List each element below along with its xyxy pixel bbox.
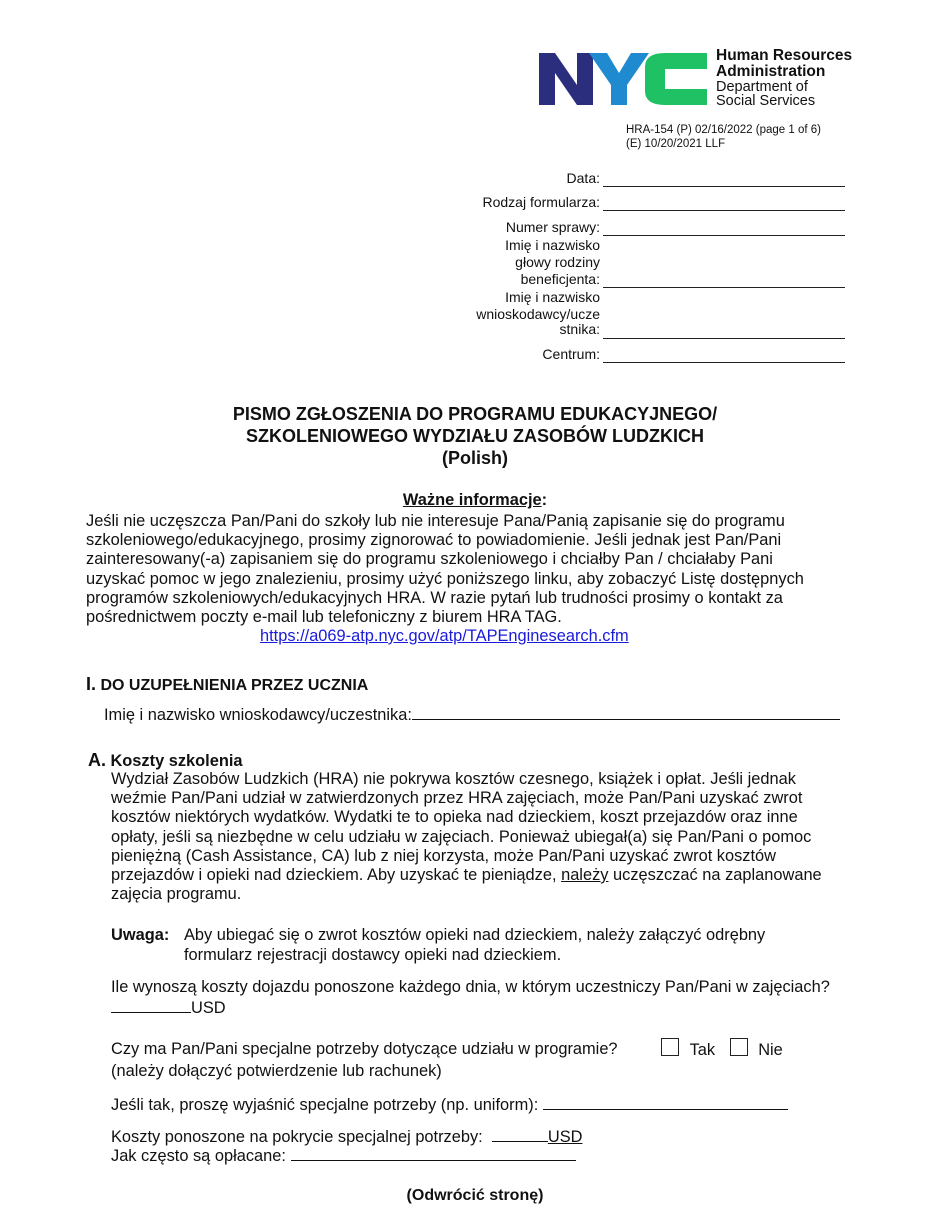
yes-checkbox[interactable] — [661, 1038, 679, 1056]
date-field[interactable] — [603, 186, 845, 187]
form-type-field[interactable] — [603, 210, 845, 211]
applicant-name-label-2: wnioskodawcy/ucze — [476, 306, 600, 322]
training-costs-text: Wydział Zasobów Ludzkich (HRA) nie pokrywa kosztów czesnego, książek i opłat. Jeśli jednak weźmie Pan/Pani udział w zatwierdzonych przez HRA zajęciach, może Pan/Pani uzyskać zwrot kosztów niektórych wydatków. Wydatki te to opieka nad dzieckiem, koszt przejazdów oraz inne opłaty, jeśli są niezbędne w celu udziału w zajęciach. Ponieważ ubiegał(a) się Pan/Pani o pomoc pieniężną (Cash Assistance, CA) lub z niej korzysta, może Pan/Pani uzyskać zwrot kosztów przejazdów i opieki nad dzieckiem. Aby uzyskać te pieniądze, należy uczęszczać na zaplanowane zajęcia programu. — [111, 770, 822, 904]
applicant-name-field[interactable] — [603, 338, 845, 339]
no-label: Nie — [758, 1041, 783, 1059]
commute-question: Ile wynoszą koszty dojazdu ponoszone każdego dnia, w którym uczestniczy Pan/Pani w zajęciach? — [111, 978, 830, 996]
note-text-line1: Aby ubiegać się o zwrot kosztów opieki nad dzieckiem, należy załączyć odrębny — [184, 926, 766, 944]
form-id-secondary: (E) 10/20/2021 LLF — [626, 138, 726, 150]
head-name-label-1: Imię i nazwisko — [505, 237, 600, 253]
head-name-label-3: beneficjenta: — [520, 271, 600, 287]
note-text-line2: formularz rejestracji dostawcy opieki nad dzieckiem. — [184, 946, 562, 964]
dept-name-line2: Social Services — [716, 93, 816, 109]
special-needs-question: Czy ma Pan/Pani specjalne potrzeby dotyczące udziału w programie? — [111, 1040, 618, 1058]
applicant-name-input[interactable] — [412, 705, 840, 720]
special-needs-note: (należy dołączyć potwierdzenie lub rachunek) — [111, 1062, 442, 1080]
dept-name-line1: Department of — [716, 79, 808, 95]
applicant-name-label-3: stnika: — [559, 321, 600, 337]
nyc-logo-mark — [537, 49, 709, 107]
applicant-name-label-1: Imię i nazwisko — [505, 289, 600, 305]
head-name-field[interactable] — [603, 287, 845, 288]
important-text: Jeśli nie uczęszcza Pan/Pani do szkoły lub nie interesuje Pana/Panią zapisanie się do programu szkoleniowego/edukacyjnego, prosimy zignorować to powiadomienie. Jeśli jednak jest Pan/Pani zainteresowany(-a) zapisaniem się do programu szkoleniowego i chciałby Pan / chciałaby Pani uzyskać pomoc w jego znalezieniu, prosimy użyć poniższego linku, aby zobaczyć Listę dostępnych programów szkoleniowych/edukacyjnych HRA. W razie pytań lub trudności prosimy o kontakt za pośrednictwem poczty e-mail lub telefoniczny z biurem HRA TAG. — [86, 512, 804, 627]
tap-search-link[interactable]: https://a069-atp.nyc.gov/atp/TAPEnginesearch.cfm — [260, 627, 629, 645]
commute-cost-row: USD — [111, 998, 226, 1018]
yes-label: Tak — [689, 1041, 716, 1059]
payment-frequency-row: Jak często są opłacane: — [111, 1146, 576, 1166]
nyc-logo — [537, 47, 867, 109]
form-type-label: Rodzaj formularza: — [482, 194, 600, 210]
center-field[interactable] — [603, 362, 845, 363]
commute-cost-input[interactable] — [111, 998, 191, 1013]
org-name-line1: Human Resources — [716, 47, 853, 64]
explain-row: Jeśli tak, proszę wyjaśnić specjalne potrzeby (np. uniform): — [111, 1095, 788, 1115]
center-label: Centrum: — [542, 346, 600, 362]
page-title-line1: PISMO ZGŁOSZENIA DO PROGRAMU EDUKACYJNEGO/ — [232, 404, 718, 424]
turn-page-note: (Odwrócić stronę) — [406, 1187, 544, 1204]
important-heading: Ważne informacje: — [402, 491, 548, 509]
special-cost-input[interactable] — [492, 1127, 548, 1142]
section-a-heading: A. Koszty szkolenia — [88, 750, 243, 770]
explain-input[interactable] — [543, 1095, 788, 1110]
section-i-heading: I. DO UZUPEŁNIENIA PRZEZ UCZNIA — [86, 674, 369, 694]
org-name-line2: Administration — [716, 63, 826, 80]
payment-frequency-input[interactable] — [291, 1146, 576, 1161]
head-name-label-2: głowy rodziny — [515, 254, 600, 270]
page-title-language: (Polish) — [442, 448, 508, 468]
case-number-field[interactable] — [603, 235, 845, 236]
case-number-label: Numer sprawy: — [505, 219, 600, 235]
page-title-line2: SZKOLENIOWEGO WYDZIAŁU ZASOBÓW LUDZKICH — [246, 426, 704, 446]
form-id: HRA-154 (P) 02/16/2022 (page 1 of 6) — [626, 124, 821, 136]
special-needs-options — [661, 1038, 783, 1060]
no-checkbox[interactable] — [730, 1038, 748, 1056]
note-label: Uwaga: — [111, 926, 170, 944]
applicant-name-row: Imię i nazwisko wnioskodawcy/uczestnika: — [104, 705, 840, 725]
date-label: Data: — [566, 170, 600, 186]
special-cost-row: Koszty ponoszone na pokrycie specjalnej potrzeby: USD — [111, 1128, 583, 1146]
